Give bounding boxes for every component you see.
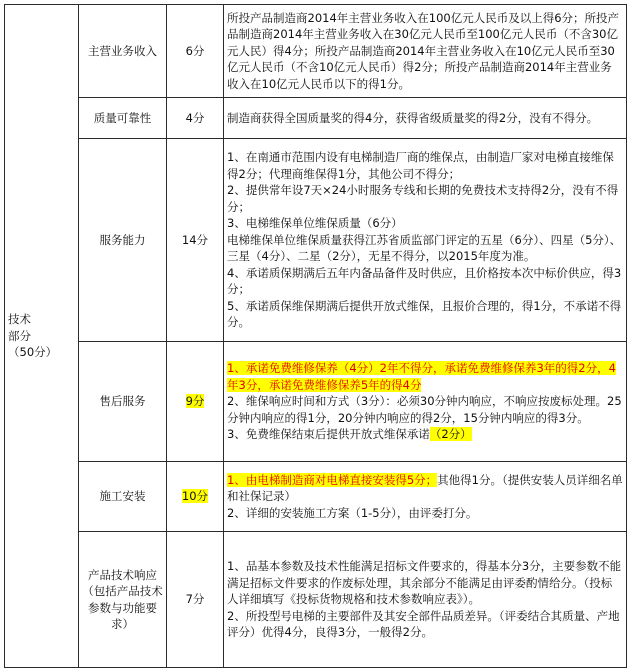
criteria-cell (224, 139, 627, 342)
criteria-cell: 所投产品制造商2014年主营业务收入在100亿元人民币及以上得6分；所投产品制造商2014年主营业务收入在30亿元人民币至100亿元人民币（不含30亿元人民）得4分；所投产品制造商2014年主营业务收入在10亿元人民币至30亿元人民币（不含10亿元人民币）得2分；所投产品制造商2014年主营业务收入在10亿元人民币以下的得1分。 (224, 5, 627, 98)
scoring-table-wrapper (4, 4, 627, 668)
scoring-table (4, 4, 627, 668)
criteria-line: 2、提供常年设7天×24小时服务专线和长期的免费技术支持得2分，没有不得分； (227, 183, 619, 214)
highlighted-criteria: （2分） (429, 427, 472, 442)
criteria-line: 4、承诺质保期满后五年内备品备件及时供应，且价格按本次中标价供应，得3分； (227, 265, 622, 297)
item-name-cell: 质量可靠性 (79, 98, 167, 139)
criteria-cell (224, 462, 627, 532)
item-name-cell: 产品技术响应（包括产品技术参数与功能要求） (79, 532, 167, 668)
table-row (5, 342, 627, 462)
score-cell: 6分 (167, 5, 224, 98)
criteria-text: 其他得1分。（提供安装人员详细名单和社保记录） (227, 472, 623, 504)
score-cell (167, 342, 224, 462)
criteria-cell (224, 342, 627, 462)
table-row (5, 139, 627, 342)
criteria-line (227, 426, 623, 443)
item-name-cell: 服务能力 (79, 139, 167, 342)
score-cell: 7分 (167, 532, 224, 668)
score-cell (167, 462, 224, 532)
criteria-line (227, 360, 623, 393)
score-cell: 4分 (167, 98, 224, 139)
criteria-line: 5、承诺质保维保期满后提供开放式维保，且报价合理的，得1分，不承诺不得分。 (227, 298, 622, 330)
criteria-cell (224, 532, 627, 668)
criteria-line: 2、维保响应时间和方式（3分）：必须30分钟内响应，不响应按废标处理。25分钟内响应的得1分，20分钟内响应的得2分，15分钟内响应的得3分。 (227, 394, 622, 425)
table-row (5, 462, 627, 532)
highlighted-score: 10分 (181, 489, 209, 504)
criteria-line: 1、在南通市范围内设有电梯制造厂商的维保点，由制造厂家对电梯直接维保得2分；代理商维保得1分，其他公司不得分； (227, 150, 614, 181)
criteria-line: 3、电梯维保单位维保质量（6分） (227, 216, 403, 231)
criteria-line: 2、所投型号电梯的主要部件及其安全部件品质差异。（评委结合其质量、产地评分）优得4分，良得3分，一般得2分。 (227, 608, 620, 640)
category-label-line1: 技术 (8, 312, 31, 327)
table-row (5, 98, 627, 139)
table-row (5, 532, 627, 668)
category-label-line3: （50分） (8, 345, 58, 360)
criteria-line: 2、详细的安装施工方案（1-5分），由评委打分。 (227, 505, 478, 520)
highlighted-criteria: 1、由电梯制造商对电梯直接安装得5分； (227, 472, 438, 487)
category-cell (5, 5, 79, 668)
category-label-line2: 部分 (8, 328, 31, 343)
table-row (5, 5, 627, 98)
highlighted-score: 9分 (185, 394, 205, 409)
criteria-cell: 制造商获得全国质量奖的得4分，获得省级质量奖的得2分，没有不得分。 (224, 98, 627, 139)
criteria-text: 3、免费维保结束后提供开放式维保承诺 (227, 427, 430, 442)
criteria-line (227, 472, 623, 505)
item-name-cell: 售后服务 (79, 342, 167, 462)
criteria-line: 1、品基本参数及技术性能满足招标文件要求的，得基本分3分，主要参数不能满足招标文件要求的作废标处理，其余部分不能满足由评委酌情给分。（投标人详细填写《投标货物规格和技术参数响应表》）。 (227, 559, 622, 607)
criteria-line: 电梯维保单位维保质量获得江苏省质监部门评定的五星（6分）、四星（5分）、三星（4分）、二星（2分），无星不得分，以2015年度为准。 (227, 232, 622, 264)
item-name-cell: 施工安装 (79, 462, 167, 532)
score-cell: 14分 (167, 139, 224, 342)
highlighted-criteria: 1、承诺免费维修保养（4分）2年不得分，承诺免费维修保养3年的得2分，4年3分，承诺免费维修保养5年的得4分 (227, 361, 616, 392)
item-name-cell: 主营业务收入 (79, 5, 167, 98)
